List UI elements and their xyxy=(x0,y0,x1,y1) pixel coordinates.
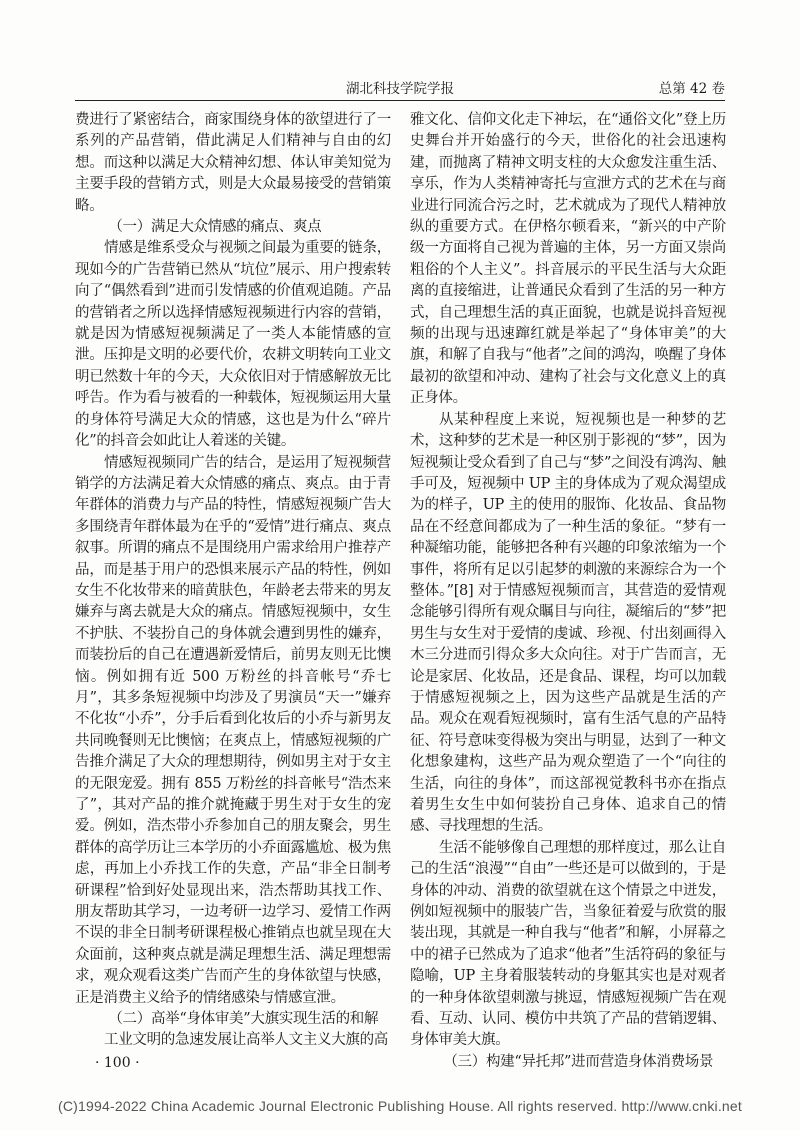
header-rule xyxy=(75,100,725,101)
page-number: · 100 · xyxy=(95,1055,140,1071)
section-heading: （一）满足大众情感的痛点、爽点 xyxy=(108,219,322,236)
left-column xyxy=(75,110,391,1055)
right-column xyxy=(410,110,726,1070)
section-heading: （二）高举“身体审美”大旗实现生活的和解 xyxy=(108,1011,379,1028)
paragraph: 情感短视频同广告的结合，是运用了短视频营销学的方法满足着大众情感的痛点、爽点。由于青年群体的消费力与产品的特性，情感短视频广告大多围绕青年群体最为在乎的“爱情”进行痛点、爽点叙事。所谓的痛点不是围绕用户需求给用户推荐产品，而是基于用户的恐惧来展示产品的特性，例如女生不化妆带来的暗黄肤色，年龄老去带来的男友嫌弃与离去就是大众的痛点。情感短视频中，女生不护肤、不装扮自己的身体就会遭到男性的嫌弃，而装扮后的自己在遭遇新爱情后，前男友则无比懊恼。例如拥有近 500 万粉丝的抖音帐号“乔七月”，其多条短视频中均涉及了男演员“天一”嫌弃不化妆“小乔”，分手后看到化妆后的小乔与新男友共同晚餐则无比懊恼；在爽点上，情感短视频的广告推介满足了大众的理想期待，例如男主对于女主的无限宠爱。拥有 855 万粉丝的抖音帐号“浩杰来了”，其对产品的推介就掩藏于男生对于女生的宠爱。例如，浩杰带小乔参加自己的朋友聚会，男生群体的高学历让三本学历的小乔面露尴尬、极为焦虑，再加上小乔找工作的失意，产品“非全日制考研课程”恰到好处显现出来，浩杰帮助其找工作、朋友帮助其学习，一边考研一边学习、爱情工作两不误的非全日制考研课程极心推销点也就呈现在大众面前，这种爽点就是满足理想生活、满足理想需求，观众观看这类广告而产生的身体欲望与快感，正是消费主义给予的情绪感染与情感宣泄。 xyxy=(75,454,391,1006)
section-heading: （三）构建“异托邦”进而营造身体消费场景 xyxy=(443,1053,714,1070)
copyright-footer: (C)1994-2022 China Academic Journal Electronic Publishing House. All rights reserved. http://www.cnki.net xyxy=(58,1098,742,1114)
paragraph: 雅文化、信仰文化走下神坛，在“通俗文化”登上历史舞台并开始盛行的今天，世俗化的社会迅速构建，而抛离了精神文明支柱的大众愈发注重生活、享乐，作为人类精神寄托与宣泄方式的艺术在与商业进行同流合污之时，艺术就成为了现代人精神放纵的重要方式。在伊格尔顿看来，“新兴的中产阶级一方面将自己视为普遍的主体，另一方面又崇尚粗俗的个人主义”。抖音展示的平民生活与大众距离的直接缩进，让普通民众看到了生活的另一种方式，自己理想生活的真正面貌，也就是说抖音短视频的出现与迅速蹿红就是举起了“身体审美”的大旗，和解了自我与“他者”之间的鸿沟，唤醒了身体最初的欲望和冲动、建构了社会与文化意义上的真正身体。 xyxy=(410,112,726,407)
paragraph: 情感是维系受众与视频之间最为重要的链条，现如今的广告营销已然从“坑位”展示、用户搜索转向了“偶然看到”进而引发情感的价值观追随。产品的营销者之所以选择情感短视频进行内容的营销，就是因为情感短视频满足了一类人本能情感的宣泄。压抑是文明的必要代价，农耕文明转向工业文明已然数十年的今天，大众依旧对于情感解放无比呼告。作为看与被看的一种载体，短视频运用大量的身体符号满足大众的情感，这也是为什么“碎片化”的抖音会如此让人着迷的关键。 xyxy=(75,240,391,450)
journal-title: 湖北科技学院学报 xyxy=(346,81,454,97)
paragraph: 从某种程度上来说，短视频也是一种梦的艺术，这种梦的艺术是一种区别于影视的“梦”，因为短视频让受众看到了自己与“梦”之间没有鸿沟、触手可及，短视频中 UP 主的身体成为了观众渴望成为的样子，UP 主的使用的服饰、化妆品、食品物品在不经意间都成为了一种生活的象征。“梦有一种凝缩功能，能够把各种有兴趣的印象浓缩为一个事件，将所有足以引起梦的刺激的来源综合为一个整体。”[8] 对于情感短视频而言，其营造的爱情观念能够引得所有观众瞩目与向往，凝缩后的“梦”把男生与女生对于爱情的虔诚、珍视、付出刻画得入木三分进而引得众多大众向往。对于广告而言，无论是家居、化妆品，还是食品、课程，均可以加载于情感短视频之上，因为这些产品就是生活的产品。观众在观看短视频时，富有生活气息的产品特征、符号意味变得极为突出与明显，达到了一种文化想象建构，这些产品为观众塑造了一个“向往的生活，向往的身体”，而这部视觉教科书亦在指点着男生女生中如何装扮自己身体、追求自己的情感、寻找理想的生活。 xyxy=(410,411,726,835)
paragraph: 费进行了紧密结合，商家围绕身体的欲望进行了一系列的产品营销，借此满足人们精神与自由的幻想。而这种以满足大众精神幻想、体认审美知觉为主要手段的营销方式，则是大众最易接受的营销策略。 xyxy=(75,112,391,214)
paragraph: 生活不能够像自己理想的那样度过，那么让自己的生活“浪漫”“自由”一些还是可以做到的，于是身体的冲动、消费的欲望就在这个情景之中迸发，例如短视频中的服装广告，当象征着爱与欣赏的服装出现，其就是一种自我与“他者”和解，小屏幕之中的裙子已然成为了追求“他者”生活符码的象征与隐喻，UP 主身着服装转动的身躯其实也是对观者的一种身体欲望刺激与挑逗，情感短视频广告在观看、互动、认同、模仿中共筑了产品的营销逻辑、身体审美大旗。 xyxy=(410,839,726,1049)
volume-number: 总第 42 卷 xyxy=(658,81,725,97)
paragraph: 工业文明的急速发展让高举人文主义大旗的高 xyxy=(104,1032,388,1049)
running-header xyxy=(75,77,725,95)
